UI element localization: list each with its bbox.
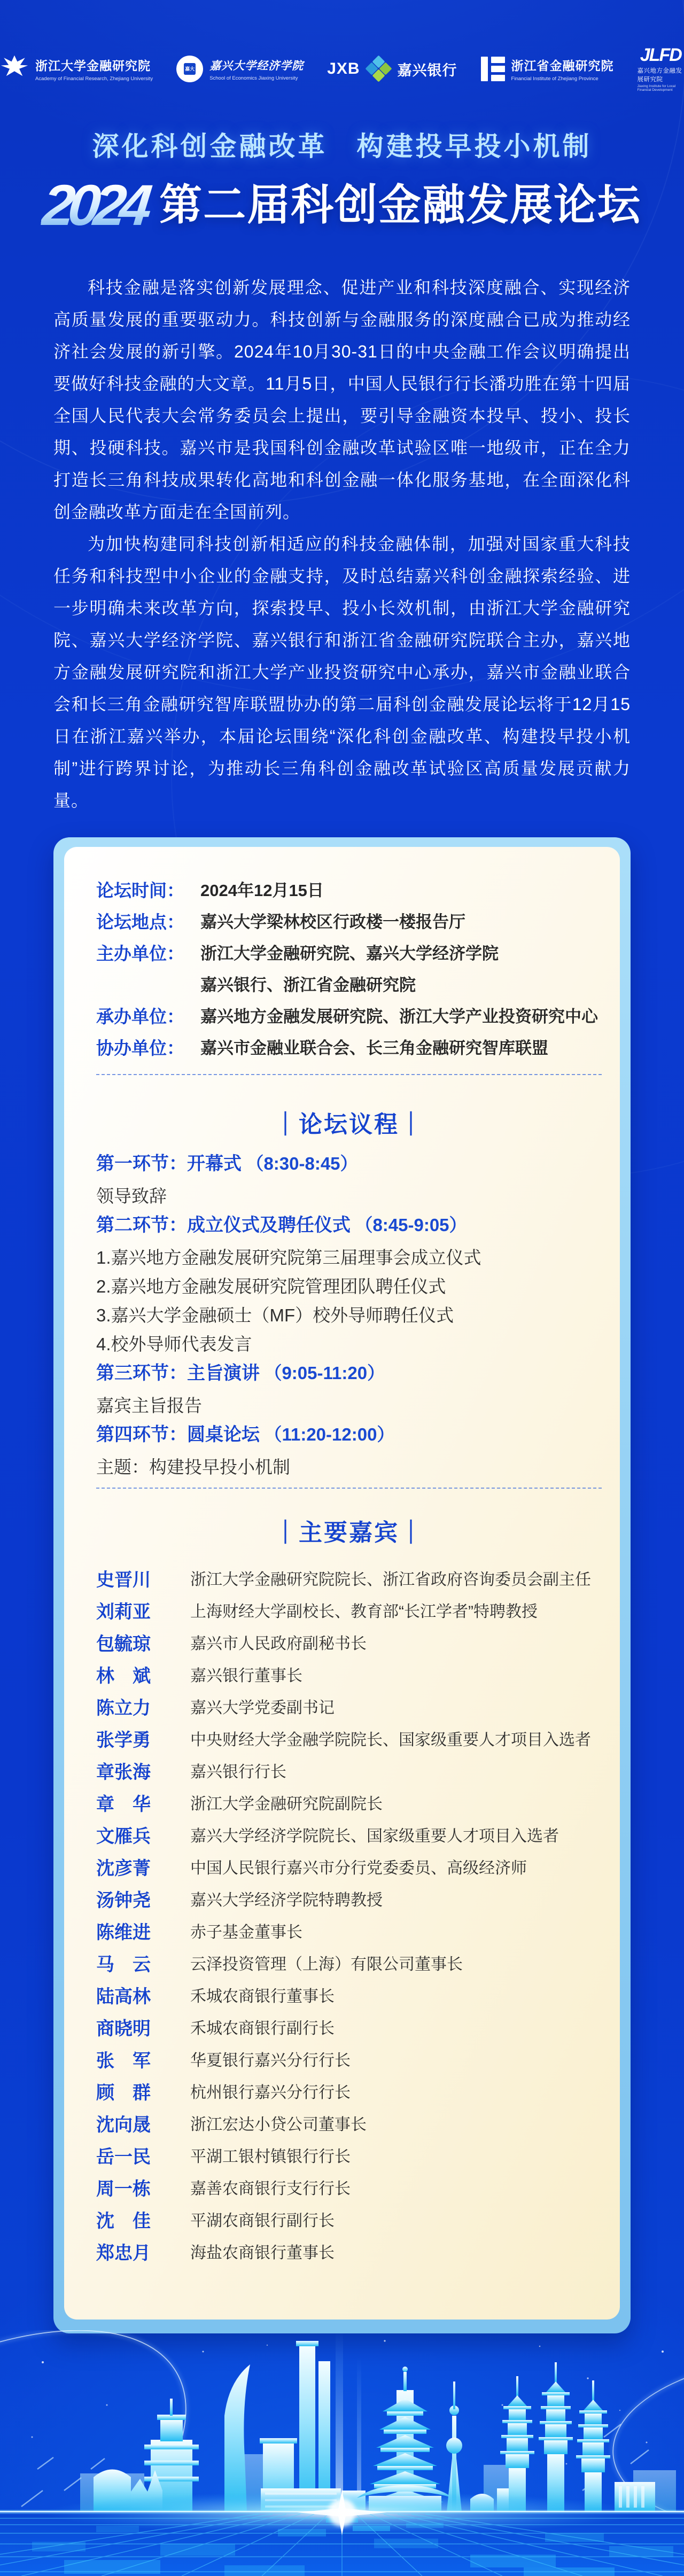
session-label: 第三环节：主旨演讲 (96, 1363, 260, 1383)
light-beam (357, 2357, 361, 2512)
guest-name: 马 云 (96, 1955, 151, 1975)
info-value: 浙江大学金融研究院、嘉兴大学经济学院 (200, 944, 499, 963)
guest-row (96, 1793, 602, 1816)
forum-info-list (96, 880, 602, 1059)
agenda-item: 1.嘉兴地方金融发展研究院第三届理事会成立仪式 (96, 1248, 481, 1267)
guest-name: 沈 佳 (96, 2211, 151, 2231)
guest-title: 平湖工银村镇银行行长 (190, 2148, 351, 2166)
guest-name: 沈向晟 (96, 2115, 151, 2135)
agenda-session-3 (96, 1361, 602, 1389)
guest-row (96, 2242, 602, 2264)
guest-row (96, 1633, 602, 1655)
agenda-items-1 (96, 1185, 602, 1208)
guest-title: 中国人民银行嘉兴市分行党委委员、高级经济师 (190, 1859, 527, 1877)
guest-title: 嘉善农商银行支行行长 (190, 2180, 351, 2198)
guest-name: 岳一民 (96, 2147, 151, 2167)
guest-name: 陈立力 (96, 1698, 151, 1718)
guest-name: 林 斌 (96, 1666, 151, 1686)
guest-name: 包毓琼 (96, 1634, 151, 1654)
guest-row (96, 1889, 602, 1912)
guest-row (96, 2210, 602, 2232)
guest-row (96, 2050, 602, 2072)
guest-name: 史晋川 (96, 1570, 151, 1590)
guest-title: 禾城农商银行董事长 (190, 1988, 335, 2005)
guest-title: 平湖农商银行副行长 (190, 2212, 335, 2230)
session-label: 第一环节：开幕式 (96, 1154, 242, 1174)
session-time: （9:05-11:20） (264, 1363, 385, 1383)
agenda-header: ｜论坛议程｜ (274, 1111, 424, 1138)
guest-name: 张 军 (96, 2051, 151, 2071)
intro-section (53, 271, 631, 816)
diamond-icon (367, 57, 391, 81)
guest-name: 周一栋 (96, 2179, 151, 2199)
eagle-icon (0, 53, 29, 85)
agenda-session-1 (96, 1152, 602, 1179)
session-time: （8:45-9:05） (355, 1215, 467, 1235)
logo-zju-finance (0, 53, 153, 85)
guest-row (96, 1986, 602, 2008)
logo-en-name: School of Economics Jiaxing University (209, 75, 298, 81)
info-row (96, 880, 602, 901)
agenda-item: 嘉宾主旨报告 (96, 1396, 202, 1415)
guest-name: 沈彦菁 (96, 1858, 151, 1879)
agenda-session-4 (96, 1423, 602, 1450)
info-row (96, 912, 602, 933)
university-seal-icon: 嘉大 (176, 56, 203, 82)
info-value: 嘉兴大学梁林校区行政楼一楼报告厅 (200, 913, 465, 931)
info-label: 论坛时间： (96, 881, 184, 900)
guest-row (96, 2114, 602, 2136)
guest-title: 浙江大学金融研究院院长、浙江省政府咨询委员会副主任 (190, 1571, 591, 1589)
guest-row (96, 1825, 602, 1848)
info-value: 嘉兴地方金融发展研究院、浙江大学产业投资研究中心 (200, 1007, 598, 1026)
guest-row (96, 1921, 602, 1944)
agenda-item: 3.嘉兴大学金融硕士（MF）校外导师聘任仪式 (96, 1305, 454, 1325)
guest-title: 浙江大学金融研究院副院长 (190, 1795, 383, 1813)
agenda-item: 主题：构建投早投小机制 (96, 1457, 290, 1477)
guest-name: 文雁兵 (96, 1826, 151, 1847)
agenda-items-2 (96, 1246, 602, 1356)
guest-name: 陈维进 (96, 1923, 151, 1943)
guest-row (96, 1761, 602, 1784)
guest-title: 禾城农商银行副行长 (190, 2020, 335, 2037)
session-label: 第二环节：成立仪式及聘任仪式 (96, 1215, 351, 1235)
guest-title: 华夏银行嘉兴分行行长 (190, 2052, 351, 2069)
guest-title: 浙江宏达小贷公司董事长 (190, 2116, 367, 2134)
forum-title: 第二届科创金融发展论坛 (159, 181, 642, 229)
guest-name: 刘莉亚 (96, 1602, 151, 1622)
guest-row (96, 2146, 602, 2168)
info-label (96, 975, 200, 996)
guest-name: 顾 群 (96, 2083, 151, 2103)
info-row (96, 1038, 602, 1059)
guest-row (96, 1954, 602, 1976)
guest-name: 郑忠月 (96, 2243, 151, 2263)
logo-cn-name: 浙江省金融研究院 (511, 59, 614, 73)
partner-logos-row (0, 46, 684, 92)
logo-jlfd-institute (638, 46, 684, 92)
logo-en-name: Jiaxing Institute for Local Financial Development (637, 84, 676, 92)
agenda-items-4 (96, 1456, 602, 1479)
guest-row (96, 1601, 602, 1623)
jxb-wordmark: JXB (327, 60, 360, 77)
guest-title: 云泽投资管理（上海）有限公司董事长 (190, 1956, 463, 1973)
guest-title: 嘉兴银行董事长 (190, 1667, 302, 1685)
guest-name: 陆高林 (96, 1987, 151, 2007)
guest-title: 嘉兴大学经济学院院长、国家级重要人才项目入选者 (190, 1827, 559, 1845)
logo-zhejiang-finance-institute (481, 56, 614, 82)
guest-title: 嘉兴大学经济学院特聘教授 (190, 1892, 383, 1909)
agenda-item: 2.嘉兴地方金融发展研究院管理团队聘任仪式 (96, 1277, 446, 1296)
guest-row (96, 1857, 602, 1880)
guest-title: 嘉兴市人民政府副秘书长 (190, 1635, 367, 1653)
info-card (64, 847, 620, 2320)
logo-cn-name: 嘉兴银行 (397, 62, 457, 79)
guest-row (96, 1697, 602, 1719)
intro-paragraph-2: 为加快构建同科技创新相适应的科技金融体制，加强对国家重大科技任务和科技型中小企业的金融支持，及时总结嘉兴科创金融探索经验、进一步明确未来改革方向，探索投早、投小长效机制，由浙江大学金融研究院、嘉兴大学经济学院、嘉兴银行和浙江省金融研究院联合主办，嘉兴地方金融发展研究院和浙江大学产业投资研究中心承办，嘉兴市金融业联合会和长三角金融研究智库联盟协办的第二届科创金融发展论坛将于12月15日在浙江嘉兴举办，本届论坛围绕“深化科创金融改革、构建投早投小机制”进行跨界讨论，为推动长三角科创金融改革试验区高质量发展贡献力量。 (53, 534, 631, 810)
session-time: （11:20-12:00） (264, 1425, 395, 1444)
session-label: 第四环节：圆桌论坛 (96, 1425, 260, 1445)
guest-row (96, 1665, 602, 1687)
guest-title: 上海财经大学副校长、教育部“长江学者”特聘教授 (190, 1603, 538, 1621)
info-row (96, 1006, 602, 1028)
info-value: 嘉兴银行、浙江省金融研究院 (200, 976, 416, 994)
light-beam (336, 2330, 343, 2512)
logo-en-name: Academy of Financial Research, Zhejiang University (35, 76, 153, 82)
guest-name: 张学勇 (96, 1730, 151, 1750)
logo-cn-name: 嘉兴大学经济学院 (209, 58, 304, 72)
guest-row (96, 1729, 602, 1752)
guest-title: 海盐农商银行董事长 (190, 2244, 335, 2262)
cityscape-footer-illustration (0, 2330, 684, 2576)
forum-year: 2024 (40, 176, 162, 234)
info-label: 论坛地点： (96, 912, 184, 932)
info-value: 2024年12月15日 (200, 881, 324, 900)
logo-jiaxing-bank (327, 57, 457, 81)
session-time: （8:30-8:45） (246, 1154, 358, 1173)
guest-title: 赤子基金董事长 (190, 1924, 302, 1941)
agenda-session-2 (96, 1213, 602, 1241)
guest-name: 章张海 (96, 1762, 151, 1783)
blocks-icon (481, 57, 505, 81)
forum-title-row (0, 173, 684, 237)
dashed-divider (96, 1074, 602, 1075)
agenda-item: 4.校外导师代表发言 (96, 1334, 252, 1354)
guest-row (96, 1569, 602, 1591)
info-label: 协办单位： (96, 1038, 184, 1058)
agenda-item: 领导致辞 (96, 1186, 167, 1206)
guest-title: 嘉兴大学党委副书记 (190, 1699, 335, 1717)
logo-en-name: Financial Institute of Zhejiang Province (511, 76, 598, 82)
guest-row (96, 2178, 602, 2200)
guests-header: ｜主要嘉宾｜ (274, 1520, 424, 1546)
guest-title: 中央财经大学金融学院院长、国家级重要人才项目入选者 (190, 1731, 591, 1749)
info-label: 承办单位： (96, 1007, 184, 1026)
logo-cn-name: 浙江大学金融研究院 (35, 59, 151, 73)
info-row (96, 943, 602, 964)
guest-row (96, 2082, 602, 2104)
agenda-items-3 (96, 1394, 602, 1418)
guest-list (96, 1569, 602, 2264)
info-value: 嘉兴市金融业联合会、长三角金融研究智库联盟 (200, 1039, 548, 1057)
intro-paragraph-1: 科技金融是落实创新发展理念、促进产业和科技深度融合、实现经济高质量发展的重要驱动力。科技创新与金融服务的深度融合已成为推动经济社会发展的新引擎。2024年10月30-31日的中央金融工作会议明确提出要做好科技金融的大文章。11月5日，中国人民银行行长潘功胜在第十四届全国人民代表大会常务委员会上提出，要引导金融资本投早、投小、投长期、投硬科技。嘉兴市是我国科创金融改革试验区唯一地级市，正在全力打造长三角科技成果转化高地和科创金融一体化服务基地，在全面深化科创金融改革方面走在全国前列。 (53, 278, 631, 522)
jlfd-wordmark: JLFD (640, 45, 681, 65)
dashed-divider (96, 1488, 602, 1489)
guest-name: 商晓明 (96, 2019, 151, 2039)
info-label: 主办单位： (96, 944, 184, 963)
city-skyline (94, 2341, 655, 2512)
info-card-backing (53, 837, 631, 2333)
agenda-section (96, 1152, 602, 1479)
guest-name: 章 华 (96, 1794, 151, 1815)
info-row (96, 975, 602, 996)
guest-name: 汤钟尧 (96, 1890, 151, 1911)
guest-title: 杭州银行嘉兴分行行长 (190, 2084, 351, 2102)
stars (32, 2340, 664, 2464)
guest-row (96, 2018, 602, 2040)
logo-cn-name: 嘉兴地方金融发展研究院 (637, 68, 682, 83)
logo-jiaxing-university (176, 56, 304, 82)
forum-slogan: 深化科创金融改革 构建投早投小机制 (92, 131, 592, 161)
guest-title: 嘉兴银行行长 (190, 1763, 286, 1781)
